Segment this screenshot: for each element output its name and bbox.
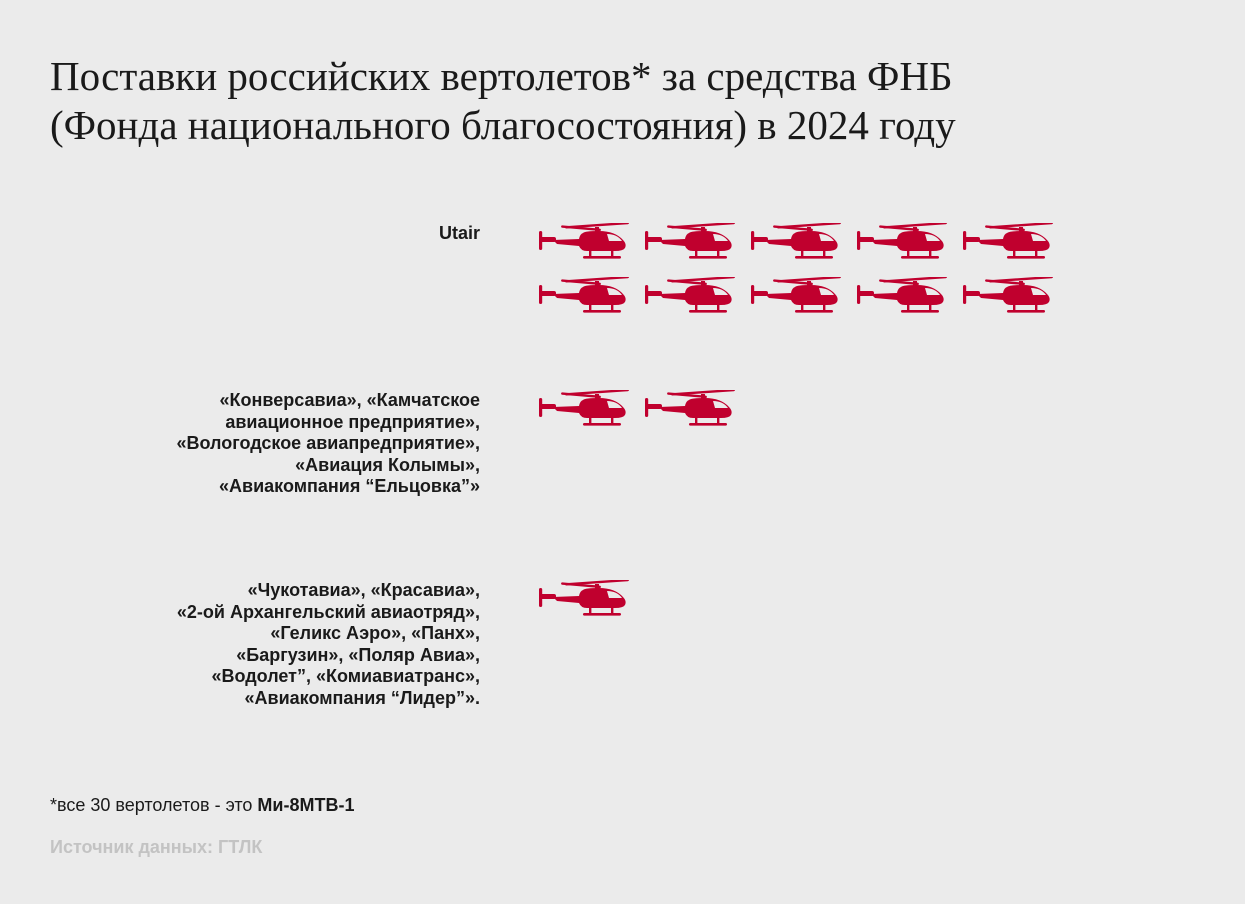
- helicopter-icon: [537, 580, 629, 618]
- helicopter-icon: [855, 277, 947, 315]
- row-label-line: «Геликс Аэро», «Панх»,: [270, 623, 480, 643]
- helicopter-icon: [749, 223, 841, 261]
- chart-title: [50, 52, 1170, 150]
- row-label-line: Utair: [438, 223, 480, 243]
- helicopter-icon: [961, 223, 1053, 261]
- row-label-line: «Баргузин», «Поляр Авиа»,: [236, 644, 480, 665]
- title-line-2: (Фонда национального благосостояния) в 2024 году: [50, 102, 956, 148]
- helicopter-icon: [537, 277, 629, 315]
- row-label-1: [10, 223, 480, 245]
- row-label-line: «Авиация Колымы»,: [295, 454, 480, 475]
- helicopter-icon: [749, 277, 841, 315]
- helicopter-icon: [855, 223, 947, 261]
- helicopter-icon: [537, 390, 629, 428]
- title-line-1: Поставки российских вертолетов* за средства ФНБ: [50, 53, 953, 99]
- helicopter-icon: [537, 223, 629, 261]
- row-label-line: «Водолет”, «Комиавиатранс»,: [211, 666, 480, 686]
- row-label-line: «Конверсавиа», «Камчатское: [219, 390, 480, 410]
- row-label-line: «Авиакомпания “Лидер”».: [244, 687, 480, 708]
- source-note: Источник данных: ГТЛК: [50, 837, 263, 857]
- helicopter-icon: [643, 277, 735, 315]
- footnote-model: Ми-8МТВ-1: [257, 795, 355, 815]
- footnote: [50, 794, 354, 816]
- row-label-line: «Чукотавиа», «Красавиа»,: [247, 580, 480, 600]
- row-label-line: авиационное предприятие»,: [225, 411, 480, 432]
- row-label-3: [10, 580, 480, 709]
- footnote-prefix: *все 30 вертолетов - это: [50, 795, 258, 815]
- row-label-2: [10, 390, 480, 498]
- helicopter-icon: [961, 277, 1053, 315]
- row-label-line: «Авиакомпания “Ельцовка”»: [219, 476, 480, 496]
- helicopter-icon: [643, 390, 735, 428]
- row-label-line: «Вологодское авиапредприятие»,: [176, 433, 480, 453]
- helicopter-icon: [643, 223, 735, 261]
- row-label-line: «2-ой Архангельский авиаотряд»,: [176, 601, 480, 622]
